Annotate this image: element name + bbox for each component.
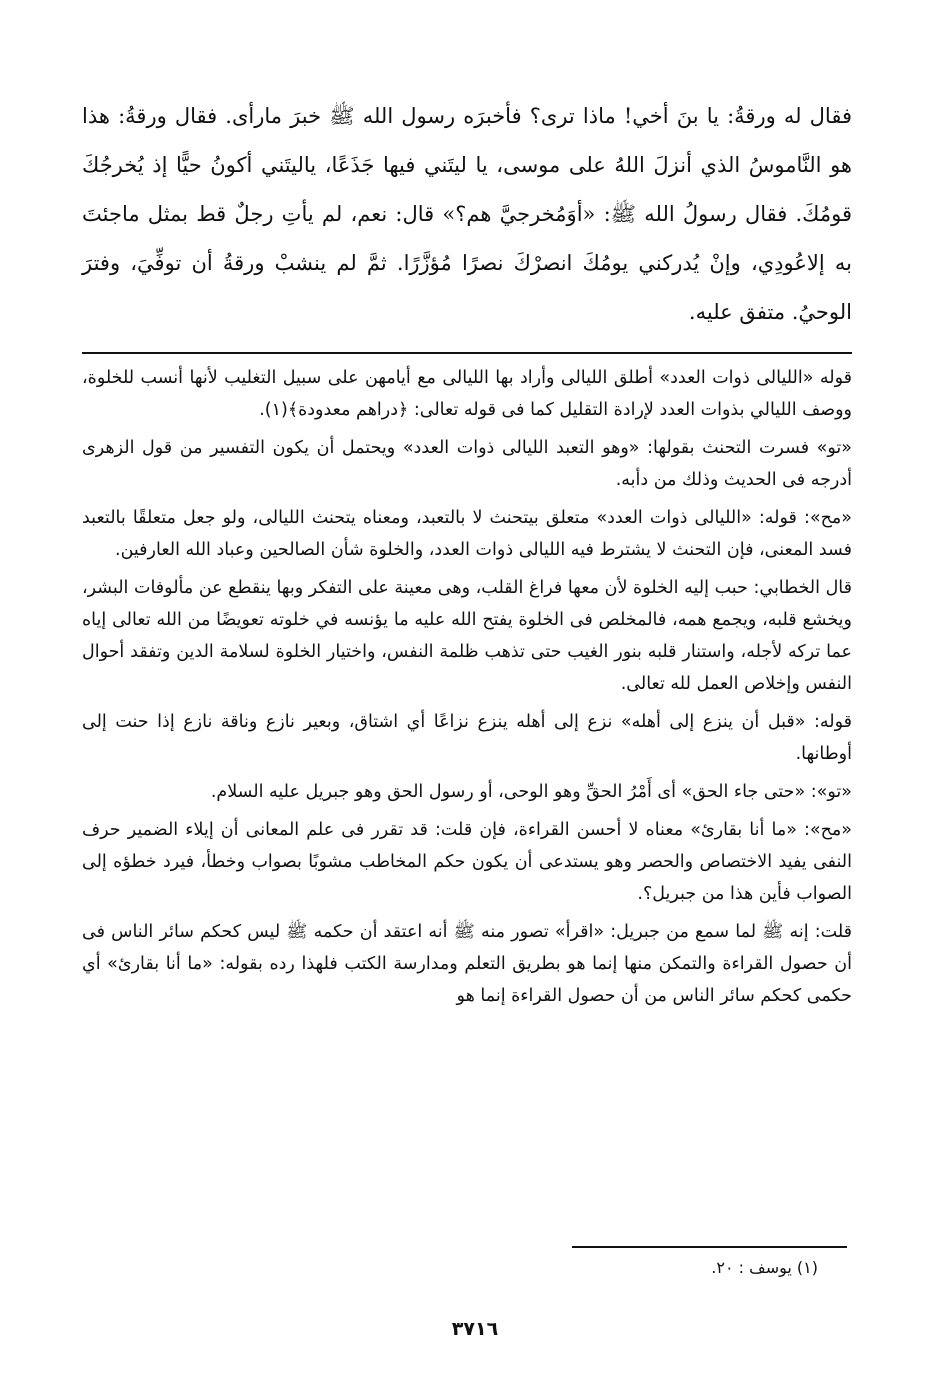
commentary-paragraph: «مح»: قوله: «الليالى ذوات العدد» متعلق بيتحنث لا بالتعبد، ومعناه يتحنث الليالى، ولو جعل متعلقًا بالتعبد فسد المعنى، فإن التحنث لا يشترط فيه الليالى ذوات العدد، والخلوة شأن الصالحين وعباد الله العارفين. [82, 508, 852, 560]
commentary-paragraph: «تو» فسرت التحنث بقولها: «وهو التعبد الليالى ذوات العدد» ويحتمل أن يكون التفسير من قول الزهرى أدرجه فى الحديث وذلك من دأبه. [82, 438, 852, 490]
commentary-paragraph: قوله «الليالى ذوات العدد» أطلق الليالى وأراد بها الليالى مع أيامهن على سبيل التغليب لأنها أنسب للخلوة، ووصف الليالي بذوات العدد لإرادة التقليل كما فى قوله تعالى: ﴿دراهم معدودة﴾(١). [82, 368, 852, 420]
commentary-paragraph: قوله: «قبل أن ينزع إلى أهله» نزع إلى أهله ينزع نزاعًا أي اشتاق، وبعير نازع وناقة نازع إذا حنت إلى أوطانها. [82, 712, 852, 764]
hadith-main-text: فقال له ورقةُ: يا بنَ أخي! ماذا ترى؟ فأخبرَه رسول الله ﷺ خبرَ مارأى. فقال ورقةُ: هذا هو النَّاموسُ الذي أنزلَ اللهُ على موسى، يا ليتَني فيها جَذَعًا، ياليتَني أكونُ حيًّا إذ يُخرجُكَ قومُكَ. فقال رسولُ الله ﷺ: «أوَمُخرجيَّ هم؟» قال: نعم، لم يأتِ رجلٌ قط بمثل ماجئتَ به إلاعُودِي، وإنْ يُدركني يومُكَ انصرْكَ نصرًا مُؤزَّرًا. ثمَّ لم ينشبْ ورقةُ أن توفِّيَ، وفترَ الوحيُ. متفق عليه. [82, 104, 852, 324]
commentary-paragraph: «مح»: «ما أنا بقارئ» معناه لا أحسن القراءة، فإن قلت: قد تقرر فى علم المعانى أن إيلاء الضمير حرف النفى يفيد الاختصاص والحصر وهو يستدعى أن يكون حكم المخاطب مشوبًا بصواب وخطأ، فيرد خطؤه إلى الصواب فأين هذا من جبريل؟. [82, 820, 852, 904]
footnote-separator [572, 1246, 847, 1248]
page-number: ٣٧١٦ [451, 1318, 499, 1340]
commentary-paragraph: «تو»: «حتى جاء الحق» أى أَمْرُ الحقِّ وهو الوحى، أو رسول الحق وهو جبريل عليه السلام. [210, 782, 852, 802]
commentary-section [82, 362, 852, 1018]
main-text-separator [82, 352, 852, 354]
commentary-paragraph: قلت: إنه ﷺ لما سمع من جبريل: «اقرأ» تصور منه ﷺ أنه اعتقد أن حكمه ﷺ ليس كحكم سائر الناس فى أن حصول القراءة والتمكن منها إنما هو بطريق التعلم ومدارسة الكتب فلهذا رده بقوله: «ما أنا بقارئ» أي حكمى كحكم سائر الناس من أن حصول القراءة إنما هو [82, 922, 852, 1006]
footnote: (١) يوسف : ٢٠. [711, 1258, 818, 1277]
commentary-paragraph: قال الخطابي: حبب إليه الخلوة لأن معها فراغ القلب، وهى معينة على التفكر وبها ينقطع عن مألوفات البشر، ويخشع قلبه، ويجمع همه، فالمخلص فى الخلوة يفتح الله عليه ما يؤنسه في خلوته تعويضًا من الله تعالى إياه عما تركه لأجله، واستنار قلبه بنور الغيب حتى تذهب ظلمة النفس، واختيار الخلوة لسلامة الدين وتفقد أحوال النفس وإخلاص العمل لله تعالى. [82, 578, 852, 694]
